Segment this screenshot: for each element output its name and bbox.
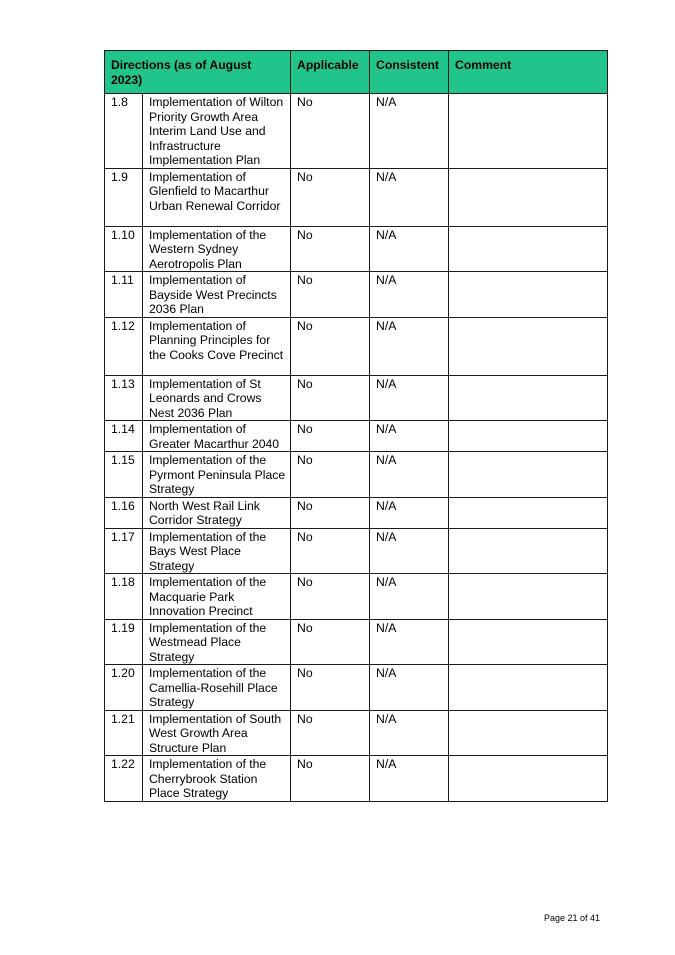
consistent-cell: N/A: [370, 452, 449, 498]
comment-cell: [449, 375, 608, 421]
table-row: [105, 375, 608, 421]
comment-cell: [449, 528, 608, 574]
comment-cell: [449, 94, 608, 169]
direction-title: Implementation of Glenfield to Macarthur Urban Renewal Corridor: [143, 168, 291, 226]
table-row: [105, 272, 608, 318]
direction-title: Implementation of the Western Sydney Aerotropolis Plan: [143, 226, 291, 272]
consistent-cell: N/A: [370, 317, 449, 375]
consistent-cell: N/A: [370, 665, 449, 711]
direction-number: 1.13: [105, 375, 143, 421]
applicable-cell: No: [291, 226, 370, 272]
table-row: [105, 421, 608, 452]
table-row: [105, 665, 608, 711]
applicable-cell: No: [291, 375, 370, 421]
directions-table: [104, 50, 608, 802]
consistent-cell: N/A: [370, 272, 449, 318]
consistent-cell: N/A: [370, 421, 449, 452]
consistent-cell: N/A: [370, 168, 449, 226]
comment-cell: [449, 710, 608, 756]
direction-title: Implementation of the Bays West Place Strategy: [143, 528, 291, 574]
consistent-cell: N/A: [370, 226, 449, 272]
consistent-cell: N/A: [370, 756, 449, 802]
direction-title: Implementation of Wilton Priority Growth Area Interim Land Use and Infrastructure Implementation Plan: [143, 94, 291, 169]
header-row: [105, 51, 608, 94]
comment-cell: [449, 421, 608, 452]
table-row: [105, 574, 608, 620]
table-row: [105, 528, 608, 574]
direction-number: 1.9: [105, 168, 143, 226]
table-row: [105, 317, 608, 375]
applicable-cell: No: [291, 94, 370, 169]
applicable-cell: No: [291, 452, 370, 498]
applicable-cell: No: [291, 528, 370, 574]
direction-title: Implementation of St Leonards and Crows Nest 2036 Plan: [143, 375, 291, 421]
header-directions: Directions (as of August 2023): [105, 51, 291, 94]
direction-number: 1.20: [105, 665, 143, 711]
direction-number: 1.10: [105, 226, 143, 272]
applicable-cell: No: [291, 574, 370, 620]
direction-title: Implementation of Planning Principles for the Cooks Cove Precinct: [143, 317, 291, 375]
table-row: [105, 226, 608, 272]
direction-number: 1.21: [105, 710, 143, 756]
direction-number: 1.11: [105, 272, 143, 318]
direction-number: 1.16: [105, 497, 143, 528]
direction-title: North West Rail Link Corridor Strategy: [143, 497, 291, 528]
comment-cell: [449, 226, 608, 272]
consistent-cell: N/A: [370, 94, 449, 169]
comment-cell: [449, 756, 608, 802]
consistent-cell: N/A: [370, 574, 449, 620]
comment-cell: [449, 574, 608, 620]
applicable-cell: No: [291, 665, 370, 711]
table-row: [105, 497, 608, 528]
table-row: [105, 452, 608, 498]
direction-title: Implementation of the Camellia-Rosehill Place Strategy: [143, 665, 291, 711]
direction-title: Implementation of Greater Macarthur 2040: [143, 421, 291, 452]
direction-number: 1.18: [105, 574, 143, 620]
consistent-cell: N/A: [370, 710, 449, 756]
comment-cell: [449, 497, 608, 528]
table-body: [105, 94, 608, 802]
applicable-cell: No: [291, 272, 370, 318]
header-applicable: Applicable: [291, 51, 370, 94]
header-comment: Comment: [449, 51, 608, 94]
table-row: [105, 619, 608, 665]
direction-title: Implementation of Bayside West Precincts 2036 Plan: [143, 272, 291, 318]
applicable-cell: No: [291, 710, 370, 756]
direction-number: 1.19: [105, 619, 143, 665]
applicable-cell: No: [291, 619, 370, 665]
applicable-cell: No: [291, 317, 370, 375]
direction-number: 1.8: [105, 94, 143, 169]
direction-title: Implementation of the Pyrmont Peninsula Place Strategy: [143, 452, 291, 498]
direction-number: 1.17: [105, 528, 143, 574]
table-header: [105, 51, 608, 94]
table-row: [105, 756, 608, 802]
direction-number: 1.14: [105, 421, 143, 452]
table-row: [105, 710, 608, 756]
applicable-cell: No: [291, 497, 370, 528]
direction-number: 1.12: [105, 317, 143, 375]
consistent-cell: N/A: [370, 497, 449, 528]
direction-title: Implementation of the Westmead Place Strategy: [143, 619, 291, 665]
applicable-cell: No: [291, 756, 370, 802]
direction-title: Implementation of the Macquarie Park Innovation Precinct: [143, 574, 291, 620]
page-number: Page 21 of 41: [544, 913, 601, 923]
comment-cell: [449, 665, 608, 711]
direction-title: Implementation of South West Growth Area Structure Plan: [143, 710, 291, 756]
header-consistent: Consistent: [370, 51, 449, 94]
consistent-cell: N/A: [370, 528, 449, 574]
consistent-cell: N/A: [370, 375, 449, 421]
direction-number: 1.15: [105, 452, 143, 498]
applicable-cell: No: [291, 168, 370, 226]
table-row: [105, 168, 608, 226]
comment-cell: [449, 619, 608, 665]
comment-cell: [449, 168, 608, 226]
applicable-cell: No: [291, 421, 370, 452]
comment-cell: [449, 317, 608, 375]
table-row: [105, 94, 608, 169]
comment-cell: [449, 272, 608, 318]
direction-title: Implementation of the Cherrybrook Station Place Strategy: [143, 756, 291, 802]
direction-number: 1.22: [105, 756, 143, 802]
comment-cell: [449, 452, 608, 498]
consistent-cell: N/A: [370, 619, 449, 665]
